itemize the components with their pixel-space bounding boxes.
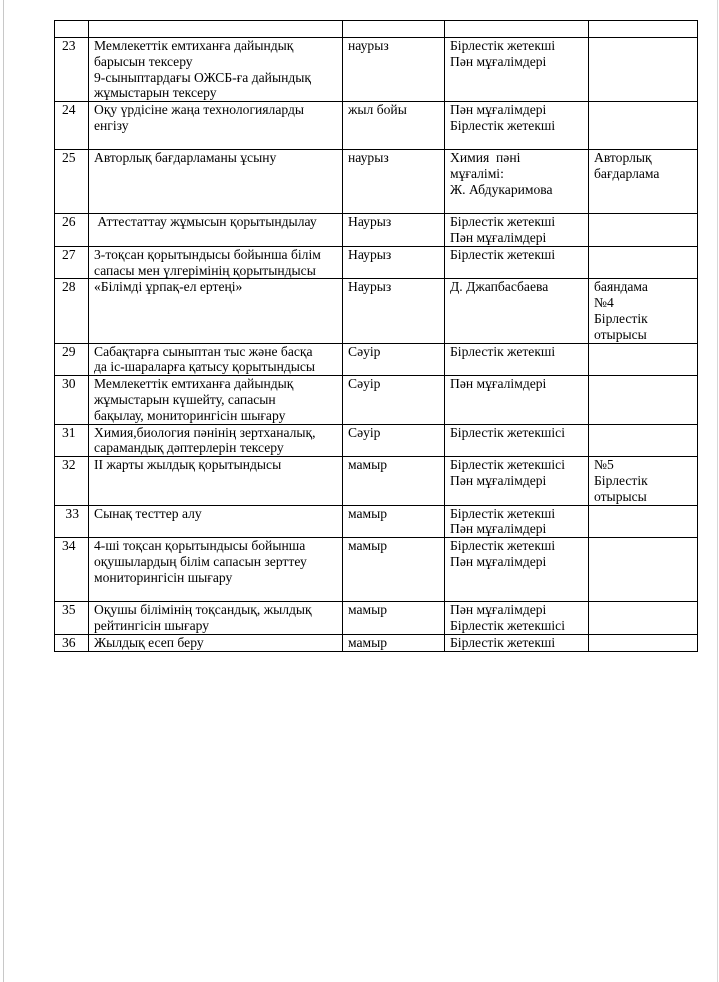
responsible-line: Пән мұғалімдері <box>450 53 547 69</box>
responsible-cell <box>445 424 589 457</box>
task-cell <box>89 21 343 38</box>
page-left-edge <box>3 0 4 982</box>
task-line: «Білімді ұрпақ-ел ертеңі» <box>94 279 243 295</box>
responsible-cell <box>445 602 589 635</box>
date-text: Сәуір <box>348 343 381 359</box>
responsible-line: Бірлестік жетекшісі <box>450 424 565 440</box>
row-number: 35 <box>62 602 76 618</box>
table-row <box>55 246 698 279</box>
row-number-cell <box>55 424 89 457</box>
date-text: мамыр <box>348 505 388 521</box>
responsible-cell <box>445 150 589 214</box>
row-number-cell <box>55 376 89 424</box>
responsible-cell <box>445 343 589 376</box>
task-cell <box>89 538 343 602</box>
result-cell <box>589 102 698 150</box>
task-line: Мемлекеттік емтиханға дайындық <box>94 38 294 53</box>
table-row <box>55 279 698 343</box>
task-line: мониторингісін шығару <box>94 569 233 585</box>
date-cell <box>343 376 445 424</box>
result-line: Бірлестік <box>594 472 648 488</box>
result-cell <box>589 376 698 424</box>
responsible-cell <box>445 505 589 538</box>
table-row <box>55 343 698 376</box>
responsible-cell <box>445 279 589 343</box>
responsible-cell <box>445 376 589 424</box>
row-number-cell <box>55 102 89 150</box>
task-line: Сынақ тесттер алу <box>94 505 202 521</box>
result-cell <box>589 602 698 635</box>
task-line: Авторлық бағдарламаны ұсыну <box>94 150 277 166</box>
task-cell <box>89 102 343 150</box>
row-number: 27 <box>62 246 76 262</box>
row-number: 30 <box>62 376 76 392</box>
task-line: оқушылардың білім сапасын зерттеу <box>94 553 307 569</box>
task-line: Химия,биология пәнінің зертханалық, <box>94 424 316 440</box>
table-row <box>55 457 698 505</box>
task-line: Оқу үрдісіне жаңа технологияларды <box>94 102 305 118</box>
table-row <box>55 21 698 38</box>
row-number-cell <box>55 279 89 343</box>
date-text: наурыз <box>348 150 389 166</box>
row-number: 32 <box>62 457 76 473</box>
task-cell <box>89 38 343 102</box>
responsible-cell <box>445 246 589 279</box>
row-number-cell <box>55 214 89 247</box>
task-cell <box>89 279 343 343</box>
result-cell <box>589 214 698 247</box>
responsible-line: Бірлестік жетекшісі <box>450 617 565 633</box>
date-text: мамыр <box>348 602 388 618</box>
task-line: Сабақтарға сыныптан тыс және басқа <box>94 343 313 359</box>
task-cell <box>89 602 343 635</box>
date-cell <box>343 602 445 635</box>
date-cell <box>343 214 445 247</box>
result-cell <box>589 538 698 602</box>
result-cell <box>589 424 698 457</box>
date-text: мамыр <box>348 634 388 650</box>
row-number-cell <box>55 246 89 279</box>
date-cell <box>343 634 445 651</box>
date-text: мамыр <box>348 457 388 473</box>
row-number-cell <box>55 38 89 102</box>
responsible-line: Пән мұғалімдері <box>450 472 547 488</box>
table-row <box>55 376 698 424</box>
responsible-line: Бірлестік жетекші <box>450 117 556 133</box>
task-line: сарамандық дәптерлерін тексеру <box>94 440 284 456</box>
row-number: 36 <box>62 634 76 650</box>
task-line: Оқушы білімінің тоқсандық, жылдық <box>94 602 312 618</box>
work-plan-table <box>54 20 698 652</box>
row-number: 25 <box>62 150 76 166</box>
date-text: Сәуір <box>348 376 381 392</box>
date-cell <box>343 38 445 102</box>
task-line: рейтингісін шығару <box>94 617 210 633</box>
responsible-line: Д. Джапбасбаева <box>450 279 549 295</box>
task-line: да іс-шараларға қатысу қорытындысы <box>94 359 316 375</box>
task-cell <box>89 150 343 214</box>
table-row <box>55 38 698 102</box>
row-number-cell <box>55 150 89 214</box>
task-cell <box>89 246 343 279</box>
date-cell <box>343 505 445 538</box>
date-cell <box>343 21 445 38</box>
result-line: Авторлық <box>594 150 652 166</box>
task-line: Аттестаттау жұмысын қорытындылау <box>94 214 317 230</box>
table-row <box>55 602 698 635</box>
responsible-line: Бірлестік жетекшісі <box>450 457 565 473</box>
result-cell <box>589 150 698 214</box>
row-number-cell <box>55 634 89 651</box>
date-cell <box>343 150 445 214</box>
task-cell <box>89 343 343 376</box>
date-cell <box>343 102 445 150</box>
result-line: отырысы <box>594 488 647 504</box>
task-cell <box>89 505 343 538</box>
responsible-line: Бірлестік жетекші <box>450 343 556 359</box>
task-line: жұмыстарын тексеру <box>94 85 217 101</box>
responsible-line: Пән мұғалімдері <box>450 376 547 392</box>
result-cell <box>589 505 698 538</box>
table-row <box>55 505 698 538</box>
task-cell <box>89 424 343 457</box>
row-number-cell <box>55 538 89 602</box>
date-cell <box>343 424 445 457</box>
task-cell <box>89 376 343 424</box>
row-number: 23 <box>62 38 76 53</box>
responsible-cell <box>445 102 589 150</box>
table-row <box>55 150 698 214</box>
responsible-line: Бірлестік жетекші <box>450 634 556 650</box>
table-row <box>55 214 698 247</box>
task-cell <box>89 634 343 651</box>
result-cell <box>589 343 698 376</box>
result-line: №4 <box>594 295 614 311</box>
date-text: Наурыз <box>348 246 392 262</box>
task-line: 3-тоқсан қорытындысы бойынша білім <box>94 246 321 262</box>
task-line: сапасы мен үлгерімінің қорытындысы <box>94 262 316 278</box>
responsible-line: Бірлестік жетекші <box>450 38 556 53</box>
result-cell <box>589 21 698 38</box>
page-right-edge <box>717 0 718 982</box>
date-cell <box>343 538 445 602</box>
date-cell <box>343 457 445 505</box>
date-text: Наурыз <box>348 279 392 295</box>
task-line: 9-сыныптардағы ОЖСБ-ға дайындық <box>94 69 312 85</box>
responsible-line: Бірлестік жетекші <box>450 538 556 554</box>
result-line: бағдарлама <box>594 165 660 181</box>
responsible-line: Ж. Абдукаримова <box>450 181 553 197</box>
row-number: 31 <box>62 424 76 440</box>
work-plan-table-body <box>55 21 698 652</box>
date-cell <box>343 279 445 343</box>
result-cell <box>589 246 698 279</box>
task-cell <box>89 457 343 505</box>
result-line: отырысы <box>594 326 647 342</box>
date-text: Наурыз <box>348 214 392 230</box>
task-line: Мемлекеттік емтиханға дайындық <box>94 376 294 392</box>
responsible-cell <box>445 21 589 38</box>
date-cell <box>343 246 445 279</box>
responsible-line: Бірлестік жетекші <box>450 246 556 262</box>
row-number: 33 <box>62 505 79 521</box>
task-line: бақылау, мониторингісін шығару <box>94 407 286 423</box>
responsible-line: Пән мұғалімдері <box>450 602 547 618</box>
result-line: №5 <box>594 457 614 473</box>
task-line: барысын тексеру <box>94 53 193 69</box>
responsible-line: Пән мұғалімдері <box>450 102 547 118</box>
responsible-line: мұғалімі: <box>450 165 504 181</box>
responsible-line: Пән мұғалімдері <box>450 229 547 245</box>
responsible-cell <box>445 457 589 505</box>
row-number-cell <box>55 343 89 376</box>
result-cell <box>589 634 698 651</box>
row-number: 29 <box>62 343 76 359</box>
row-number-cell <box>55 505 89 538</box>
responsible-cell <box>445 38 589 102</box>
row-number-cell <box>55 457 89 505</box>
table-row <box>55 102 698 150</box>
responsible-line: Бірлестік жетекші <box>450 214 556 230</box>
responsible-line: Химия пәні <box>450 150 521 166</box>
table-row <box>55 424 698 457</box>
responsible-line: Бірлестік жетекші <box>450 505 556 521</box>
date-cell <box>343 343 445 376</box>
row-number: 34 <box>62 538 76 554</box>
result-cell <box>589 279 698 343</box>
task-line: енгізу <box>94 117 129 133</box>
date-text: жыл бойы <box>348 102 407 118</box>
task-line: ІІ жарты жылдық қорытындысы <box>94 457 282 473</box>
task-line: Жылдық есеп беру <box>94 634 204 650</box>
table-row <box>55 634 698 651</box>
row-number-cell <box>55 21 89 38</box>
result-cell <box>589 38 698 102</box>
task-cell <box>89 214 343 247</box>
responsible-line: Пән мұғалімдері <box>450 521 547 537</box>
table-row <box>55 538 698 602</box>
date-text: Сәуір <box>348 424 381 440</box>
result-cell <box>589 457 698 505</box>
task-line: 4-ші тоқсан қорытындысы бойынша <box>94 538 306 554</box>
row-number: 24 <box>62 102 76 118</box>
task-line: жұмыстарын күшейту, сапасын <box>94 391 276 407</box>
responsible-cell <box>445 634 589 651</box>
result-line: баяндама <box>594 279 648 295</box>
responsible-cell <box>445 538 589 602</box>
row-number: 26 <box>62 214 76 230</box>
responsible-cell <box>445 214 589 247</box>
row-number: 28 <box>62 279 76 295</box>
date-text: мамыр <box>348 538 388 554</box>
row-number-cell <box>55 602 89 635</box>
responsible-line: Пән мұғалімдері <box>450 553 547 569</box>
date-text: наурыз <box>348 38 389 53</box>
result-line: Бірлестік <box>594 310 648 326</box>
